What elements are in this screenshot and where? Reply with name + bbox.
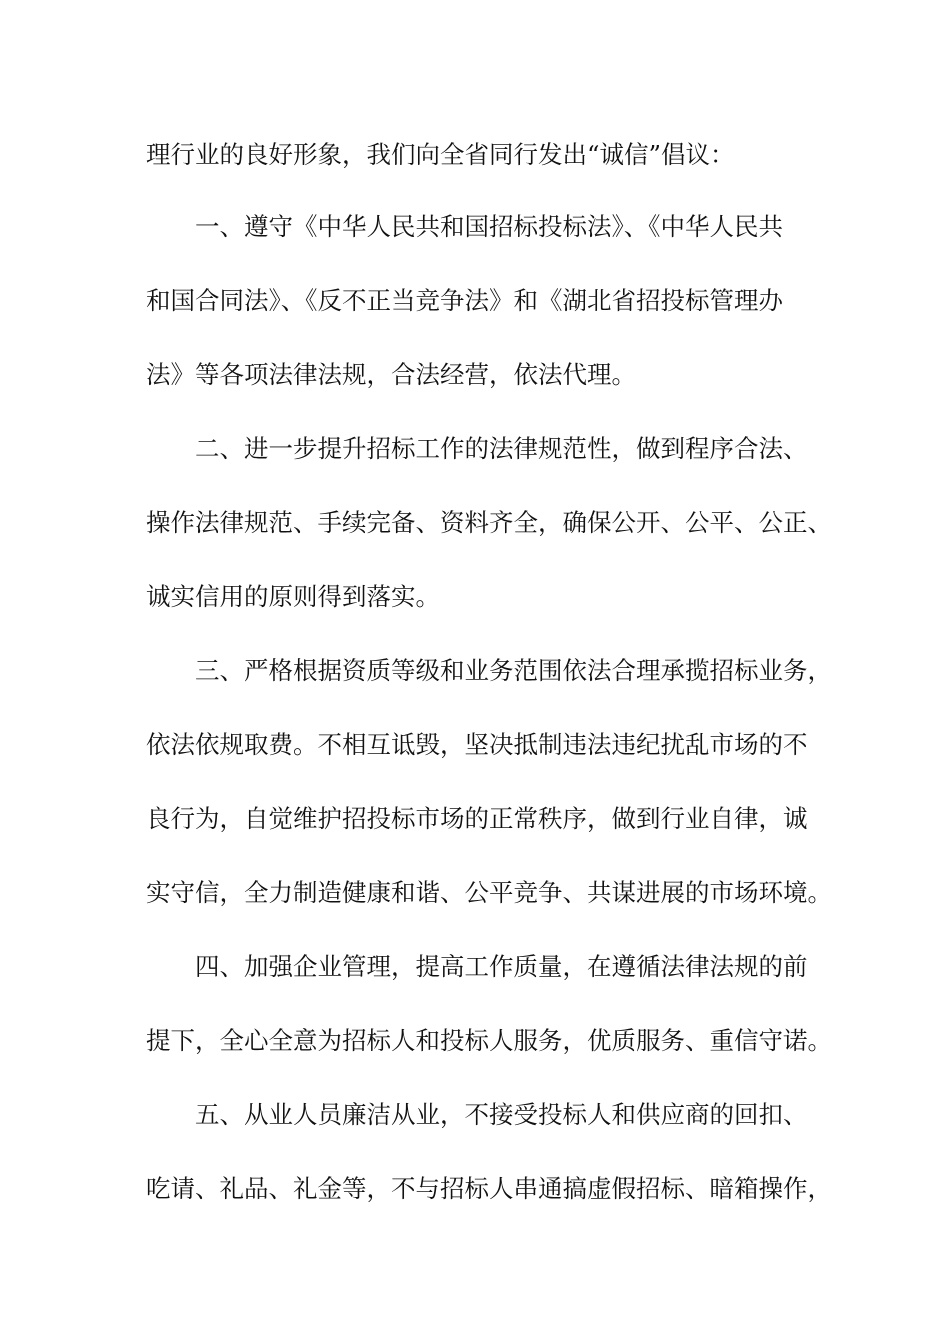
text-line: 二、进一步提升招标工作的法律规范性，做到程序合法、 <box>195 434 808 463</box>
text-line: 良行为，自觉维护招投标市场的正常秩序，做到行业自律，诚 <box>146 804 808 833</box>
text-line: 理行业的良好形象，我们向全省同行发出“诚信”倡议： <box>146 140 735 169</box>
text-line: 依法依规取费。不相互诋毁，坚决抵制违法违纪扰乱市场的不 <box>146 730 808 759</box>
text-line: 五、从业人员廉洁从业，不接受投标人和供应商的回扣、 <box>195 1100 808 1129</box>
text-line: 提下，全心全意为招标人和投标人服务，优质服务、重信守诺。 <box>146 1026 832 1055</box>
text-line: 和国合同法》、《反不正当竞争法》和《湖北省招投标管理办 <box>146 286 783 315</box>
text-line: 法》等各项法律法规，合法经营，依法代理。 <box>146 360 636 389</box>
text-line: 实守信，全力制造健康和谐、公平竞争、共谋进展的市场环境。 <box>146 878 832 907</box>
text-line: 吃请、礼品、礼金等，不与招标人串通搞虚假招标、暗箱操作， <box>146 1174 832 1203</box>
text-line: 一、遵守《中华人民共和国招标投标法》、《中华人民共 <box>195 212 783 241</box>
text-line: 三、严格根据资质等级和业务范围依法合理承揽招标业务， <box>195 656 832 685</box>
text-line: 四、加强企业管理，提高工作质量，在遵循法律法规的前 <box>195 952 808 981</box>
text-line: 诚实信用的原则得到落实。 <box>146 582 440 611</box>
text-line: 操作法律规范、手续完备、资料齐全，确保公开、公平、公正、 <box>146 508 832 537</box>
